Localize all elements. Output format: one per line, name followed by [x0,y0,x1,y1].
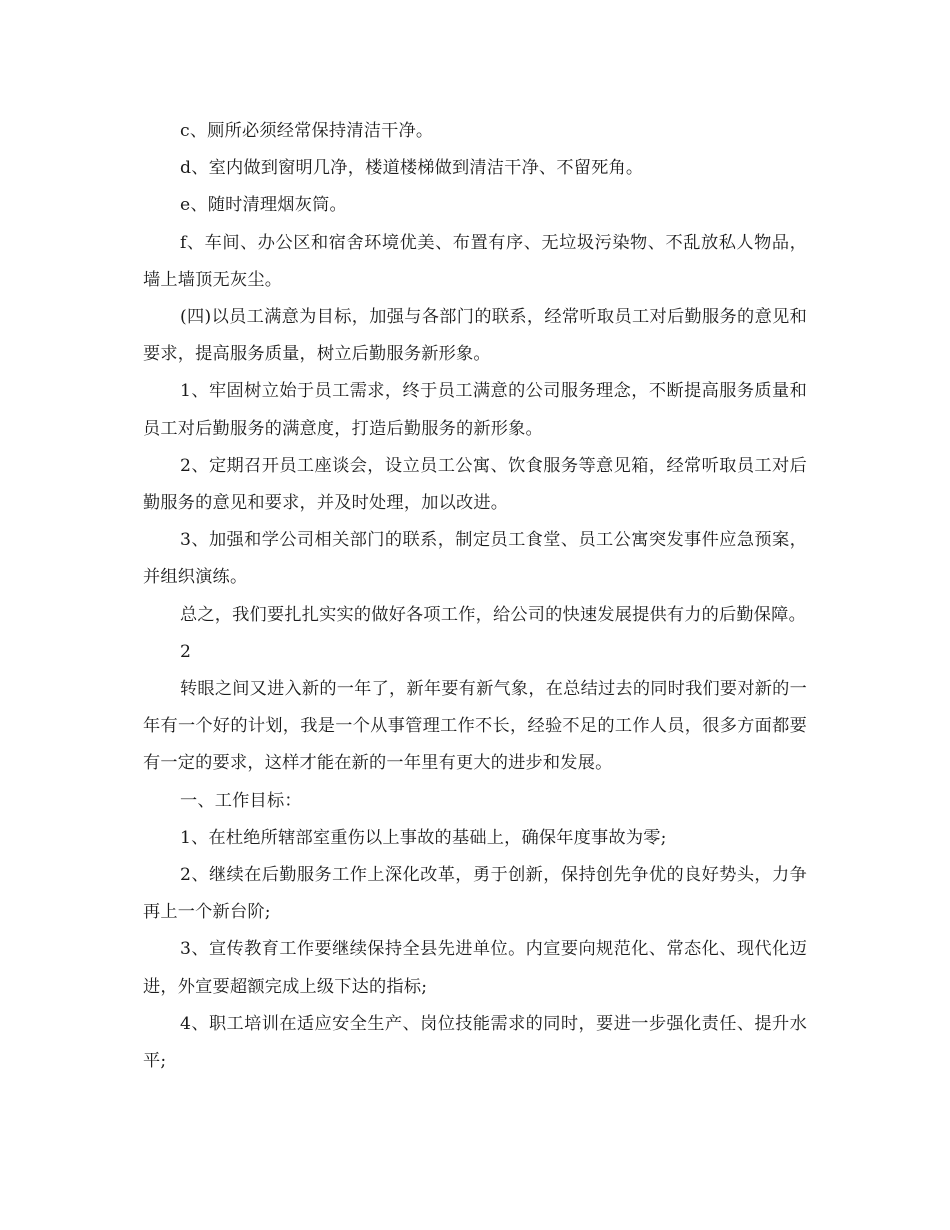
paragraph: 2、定期召开员工座谈会，设立员工公寓、饮食服务等意见箱，经常听取员工对后勤服务的意见和要求，并及时处理，加以改进。 [143,455,807,514]
paragraph: 2、继续在后勤服务工作上深化改革，勇于创新，保持创先争优的良好势头，力争再上一个新台阶; [143,865,807,923]
paragraph: 总之，我们要扎扎实实的做好各项工作，给公司的快速发展提供有力的后勤保障。 [180,604,806,625]
paragraph: c、厕所必须经常保持清洁干净。 [180,121,434,141]
section-number: 2 [180,641,192,662]
paragraph: 4、职工培训在适应安全生产、岗位技能需求的同时，要进一步强化责任、提升水平; [143,1013,807,1072]
paragraph: 1、在杜绝所辖部室重伤以上事故的基础上，确保年度事故为零; [180,827,667,848]
paragraph: 转眼之间又进入新的一年了，新年要有新气象，在总结过去的同时我们要对新的一年有一个好的计划，我是一个从事管理工作不长，经验不足的工作人员，很多方面都要有一定的要求，这样才能在新的一年里有更大的进步和发展。 [143,679,807,774]
paragraph: f、车间、办公区和宿舍环境优美、布置有序、无垃圾污染物、不乱放私人物品，墙上墙顶无灰尘。 [143,232,807,290]
document-body [143,113,807,1080]
paragraph: e、随时清理烟灰筒。 [180,195,347,216]
section-heading: 一、工作目标： [180,790,302,811]
paragraph: (四)以员工满意为目标，加强与各部门的联系，经常听取员工对后勤服务的意见和要求，提高服务质量，树立后勤服务新形象。 [143,307,807,365]
paragraph: 3、宣传教育工作要继续保持全县先进单位。内宣要向规范化、常态化、现代化迈进，外宣要超额完成上级下达的指标; [143,939,807,997]
paragraph: 3、加强和学公司相关部门的联系，制定员工食堂、员工公寓突发事件应急预案，并组织演练。 [143,530,807,588]
paragraph: d、室内做到窗明几净，楼道楼梯做到清洁干净、不留死角。 [180,158,644,179]
paragraph: 1、牢固树立始于员工需求，终于员工满意的公司服务理念，不断提高服务质量和员工对后勤服务的满意度，打造后勤服务的新形象。 [143,381,807,439]
